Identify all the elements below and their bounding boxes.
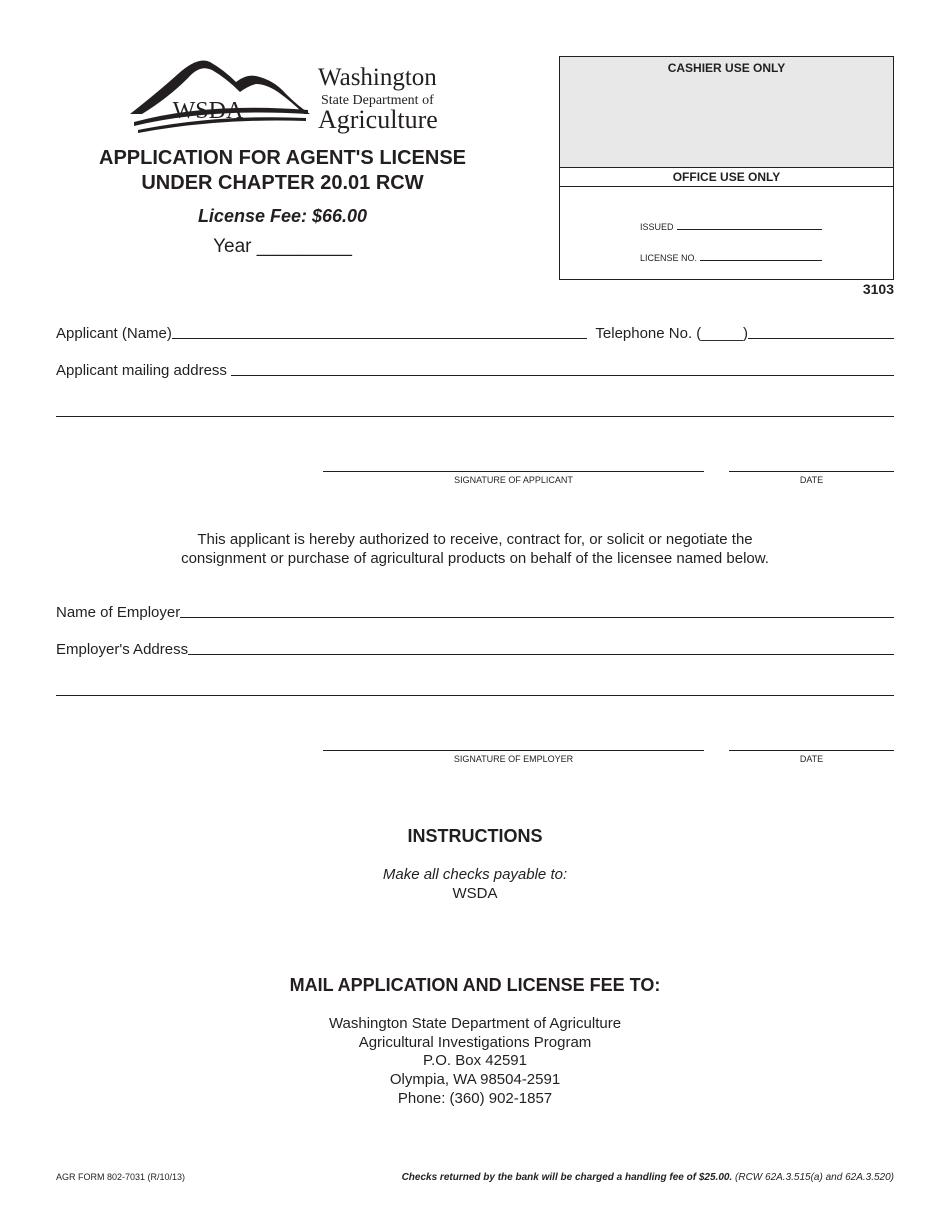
- employer-signature-caption: SIGNATURE OF EMPLOYER: [453, 754, 574, 764]
- applicant-address-label: Applicant mailing address: [56, 362, 227, 379]
- logo-agriculture: Agriculture: [318, 105, 438, 134]
- employer-name-row: [56, 604, 894, 621]
- license-no-line[interactable]: [700, 259, 822, 261]
- license-no-label: LICENSE NO.: [640, 253, 698, 263]
- form-title-line2: UNDER CHAPTER 20.01 RCW: [141, 172, 424, 194]
- instructions-heading: INSTRUCTIONS: [407, 826, 543, 846]
- mountain-logo-icon: [128, 52, 318, 138]
- applicant-address-line-2[interactable]: [56, 416, 894, 417]
- issued-label: ISSUED: [640, 222, 674, 232]
- office-use-label: OFFICE USE ONLY: [672, 170, 781, 184]
- logo-washington: Washington: [318, 64, 437, 91]
- returned-checks-fee: Checks returned by the bank will be charged a handling fee of $25.00.: [401, 1172, 733, 1183]
- applicant-signature-caption: SIGNATURE OF APPLICANT: [454, 475, 573, 485]
- cashier-use-box: [559, 56, 894, 168]
- issued-line[interactable]: [677, 228, 822, 230]
- wsda-logo: [128, 52, 448, 138]
- employer-name-input[interactable]: [180, 616, 894, 618]
- telephone-label: Telephone No. (_____): [595, 325, 748, 342]
- office-use-box: [559, 167, 894, 280]
- mail-line1: Washington State Department of Agriculture: [328, 1015, 622, 1032]
- telephone-input[interactable]: [748, 337, 894, 339]
- mail-line4: Olympia, WA 98504-2591: [389, 1071, 561, 1088]
- applicant-address-input[interactable]: [231, 374, 894, 376]
- employer-date-caption: DATE: [799, 754, 824, 764]
- employer-address-input[interactable]: [188, 653, 894, 655]
- applicant-signature-line[interactable]: [323, 471, 704, 472]
- applicant-date-caption: DATE: [799, 475, 824, 485]
- employer-address-line-2[interactable]: [56, 695, 894, 696]
- applicant-address-row: [56, 362, 894, 379]
- mail-line3: P.O. Box 42591: [423, 1052, 527, 1069]
- authorization-line2: consignment or purchase of agricultural products on behalf of the licensee named below.: [181, 550, 769, 567]
- payee: WSDA: [452, 885, 498, 902]
- employer-date-line[interactable]: [729, 750, 894, 751]
- employer-address-row: [56, 641, 894, 658]
- employer-signature-line[interactable]: [323, 750, 704, 751]
- authorization-line1: This applicant is hereby authorized to receive, contract for, or solicit or negotiate the: [197, 531, 753, 548]
- form-title-line1: APPLICATION FOR AGENT'S LICENSE: [99, 147, 466, 169]
- svg-text:WSDA: WSDA: [172, 98, 244, 124]
- logo-state-department: State Department of: [321, 93, 434, 108]
- applicant-name-input[interactable]: [172, 337, 588, 339]
- cashier-use-label: CASHIER USE ONLY: [667, 61, 786, 75]
- checks-payable-label: Make all checks payable to:: [382, 866, 568, 883]
- year-field[interactable]: Year _________: [213, 236, 352, 257]
- mail-heading: MAIL APPLICATION AND LICENSE FEE TO:: [289, 975, 661, 995]
- applicant-name-label: Applicant (Name): [56, 325, 172, 342]
- form-number: 3103: [862, 281, 894, 297]
- returned-checks-reference: (RCW 62A.3.515(a) and 62A.3.520): [735, 1172, 894, 1183]
- mail-line5: Phone: (360) 902-1857: [397, 1090, 553, 1107]
- license-fee: License Fee: $66.00: [197, 206, 368, 226]
- employer-name-label: Name of Employer: [56, 604, 181, 621]
- employer-address-label: Employer's Address: [56, 641, 189, 658]
- form-id: AGR FORM 802-7031 (R/10/13): [56, 1172, 186, 1182]
- applicant-date-line[interactable]: [729, 471, 894, 472]
- returned-checks-note: [402, 1172, 894, 1183]
- mail-line2: Agricultural Investigations Program: [358, 1034, 592, 1051]
- applicant-name-row: [56, 325, 894, 342]
